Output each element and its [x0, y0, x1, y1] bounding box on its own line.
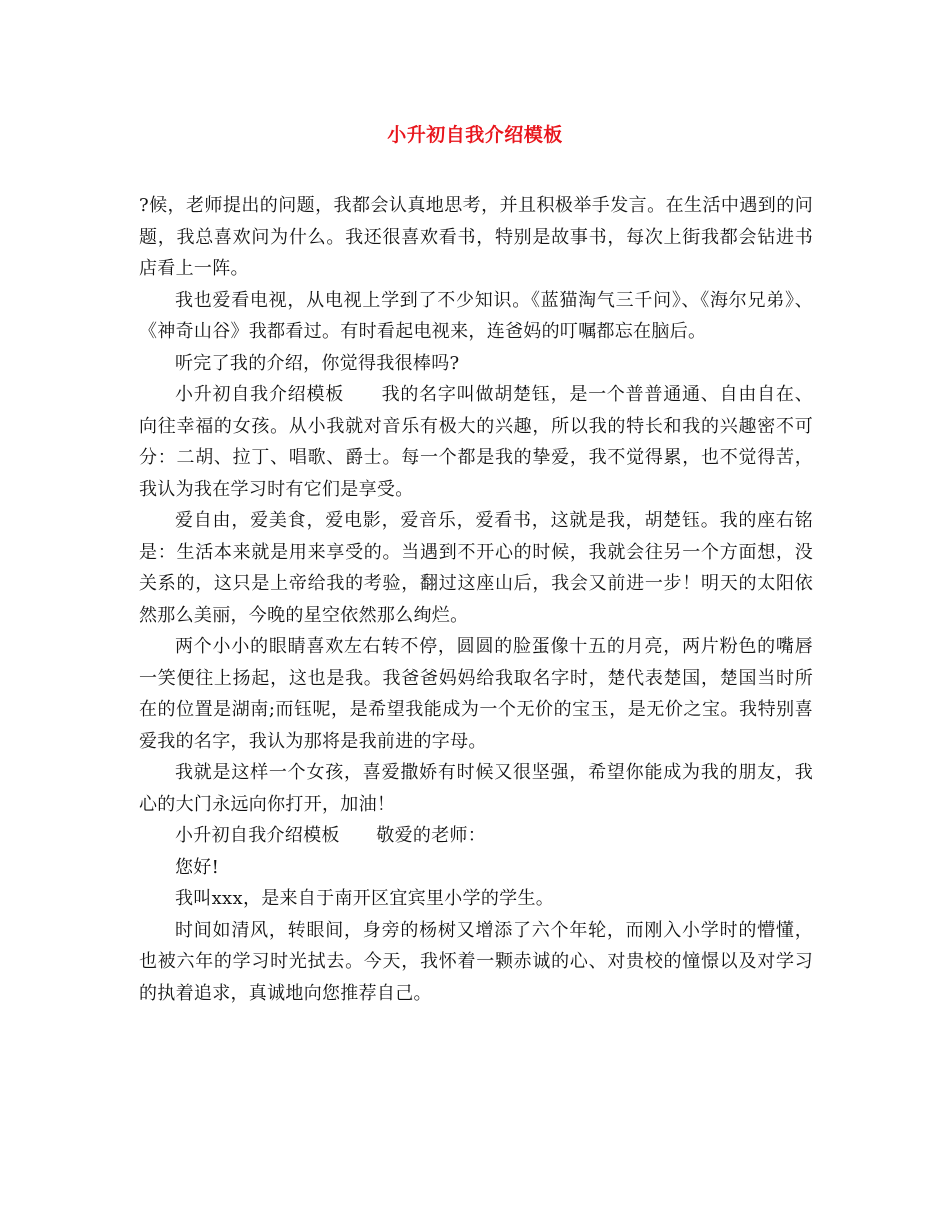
paragraph-9: 您好! — [175, 856, 220, 878]
paragraph-2: 我也爱看电视，从电视上学到了不少知识。《蓝猫淘气三千问》、《海尔兄弟》、《神奇山谷》我都看过。有时看起电视来，连爸妈的叮嘱都忘在脑后。 — [139, 289, 813, 342]
paragraph-3: 听完了我的介绍，你觉得我很棒吗? — [175, 352, 460, 374]
document-body — [139, 190, 813, 1009]
paragraph-6: 两个小小的眼睛喜欢左右转不停，圆圆的脸蛋像十五的月亮，两片粉色的嘴唇一笑便往上扬起，这也是我。我爸爸妈妈给我取名字时，楚代表楚国，楚国当时所在的位置是湖南;而钰呢，是希望我能成为一个无价的宝玉，是无价之宝。我特别喜爱我的名字，我认为那将是我前进的字母。 — [139, 636, 813, 752]
document-title: 小升初自我介绍模板 — [387, 124, 563, 146]
paragraph-7: 我就是这样一个女孩，喜爱撒娇有时候又很坚强，希望你能成为我的朋友，我心的大门永远向你打开，加油！ — [139, 762, 813, 815]
paragraph-10: 我叫xxx，是来自于南开区宜宾里小学的学生。 — [175, 888, 555, 909]
paragraph-4: 小升初自我介绍模板 我的名字叫做胡楚钰，是一个普普通通、自由自在、向往幸福的女孩。从小我就对音乐有极大的兴趣，所以我的特长和我的兴趣密不可分：二胡、拉丁、唱歌、爵士。每一个都是我的挚爱，我不觉得累，也不觉得苦，我认为我在学习时有它们是享受。 — [139, 384, 813, 500]
paragraph-11: 时间如清风，转眼间，身旁的杨树又增添了六个年轮，而刚入小学时的懵懂，也被六年的学习时光拭去。今天，我怀着一颗赤诚的心、对贵校的憧憬以及对学习的执着追求，真诚地向您推荐自己。 — [139, 919, 813, 1004]
paragraph-1: ?候，老师提出的问题，我都会认真地思考，并且积极举手发言。在生活中遇到的问题，我总喜欢问为什么。我还很喜欢看书，特别是故事书，每次上街我都会钻进书店看上一阵。 — [139, 195, 813, 279]
paragraph-8: 小升初自我介绍模板 敬爱的老师： — [175, 825, 487, 846]
paragraph-5: 爱自由，爱美食，爱电影，爱音乐，爱看书，这就是我，胡楚钰。我的座右铭是：生活本来就是用来享受的。当遇到不开心的时候，我就会往另一个方面想，没关系的，这只是上帝给我的考验，翻过这座山后，我会又前进一步！明天的太阳依然那么美丽，今晚的星空依然那么绚烂。 — [139, 510, 813, 626]
